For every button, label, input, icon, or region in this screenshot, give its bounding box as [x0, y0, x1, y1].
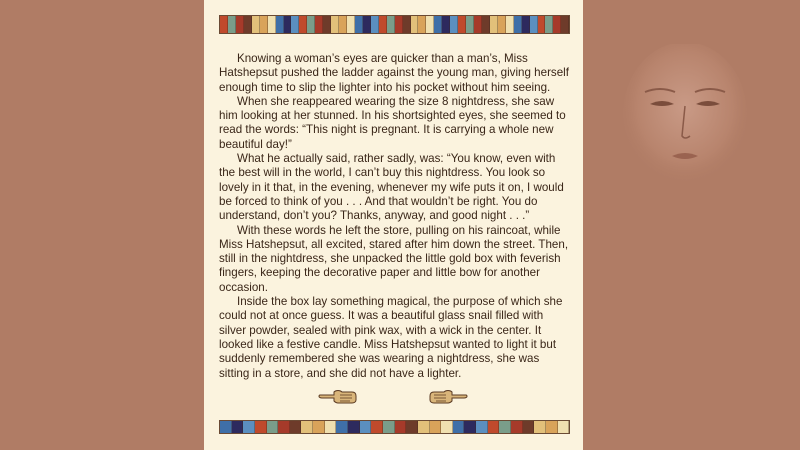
border-segment — [558, 421, 570, 433]
border-segment — [458, 16, 466, 33]
border-segment — [276, 16, 284, 33]
border-segment — [232, 421, 244, 433]
border-segment — [220, 421, 232, 433]
border-segment — [534, 421, 546, 433]
border-segment — [331, 16, 339, 33]
border-segment — [243, 421, 255, 433]
border-segment — [418, 421, 430, 433]
border-segment — [523, 421, 535, 433]
border-segment — [255, 421, 267, 433]
border-segment — [403, 16, 411, 33]
border-segment — [307, 16, 315, 33]
border-segment — [267, 421, 279, 433]
border-segment — [347, 16, 355, 33]
border-segment — [371, 421, 383, 433]
border-segment — [268, 16, 276, 33]
border-segment — [301, 421, 313, 433]
border-segment — [545, 16, 553, 33]
border-segment — [315, 16, 323, 33]
border-segment — [379, 16, 387, 33]
border-segment — [406, 421, 418, 433]
border-segment — [387, 16, 395, 33]
border-segment — [395, 421, 407, 433]
border-segment — [260, 16, 268, 33]
border-segment — [284, 16, 292, 33]
border-segment — [252, 16, 260, 33]
border-segment — [426, 16, 434, 33]
border-segment — [220, 16, 228, 33]
border-segment — [339, 16, 347, 33]
border-segment — [278, 421, 290, 433]
border-segment — [313, 421, 325, 433]
border-segment — [363, 16, 371, 33]
paragraph: Inside the box lay something magical, the purpose of which she could not at once guess. It was a beautiful glass snail filled with silver powder, sealed with pink wax, with a wick in the center. It looked like a festive candle. Miss Hatshepsut wanted to light it but suddenly remembered she was wearing a nightdress, she was sitting in a store, and she did not have a lighter. — [219, 295, 563, 380]
border-segment — [325, 421, 337, 433]
pointing-hand-right-icon — [428, 386, 468, 406]
border-segment — [395, 16, 403, 33]
border-segment — [466, 16, 474, 33]
border-segment — [355, 16, 363, 33]
border-segment — [441, 421, 453, 433]
border-segment — [383, 421, 395, 433]
border-segment — [442, 16, 450, 33]
paragraph: What he actually said, rather sadly, was: “You know, even with the best will in the world, I can’t buy this nightdress. You look so lovely in it that, in the evening, whenever my wife puts it on, I would be forced to think of you . . . And that wouldn’t be right. You do understand, don’t you? Thanks, anyway, and good night . . .” — [219, 152, 564, 223]
border-segment — [482, 16, 490, 33]
border-segment — [411, 16, 419, 33]
paragraph: With these words he left the store, pulling on his raincoat, while Miss Hatshepsut, all excited, stared after him down the street. Then, still in the nightdress, she unpacked the little gold box with feverish fingers, keeping the decorative paper and little bow for another occasion. — [219, 223, 569, 294]
border-segment — [546, 421, 558, 433]
border-segment — [430, 421, 442, 433]
border-segment — [371, 16, 379, 33]
border-segment — [418, 16, 426, 33]
border-segment — [291, 16, 299, 33]
hatshepsut-face-icon — [610, 44, 760, 194]
border-segment — [323, 16, 331, 33]
egyptian-border-bottom — [219, 420, 570, 434]
border-segment — [453, 421, 465, 433]
border-segment — [360, 421, 372, 433]
paragraph: Knowing a woman’s eyes are quicker than a man’s, Miss Hatshepsut pushed the ladder against the young man, giving herself enough time to slip the lighter into his pocket without him seeing. — [219, 52, 569, 94]
border-segment — [244, 16, 252, 33]
border-segment — [464, 421, 476, 433]
border-segment — [530, 16, 538, 33]
book-page — [204, 0, 583, 450]
pointing-hand-left-icon — [318, 386, 358, 406]
border-segment — [450, 16, 458, 33]
border-segment — [474, 16, 482, 33]
border-segment — [506, 16, 514, 33]
border-segment — [488, 421, 500, 433]
border-segment — [299, 16, 307, 33]
border-segment — [434, 16, 442, 33]
border-segment — [553, 16, 561, 33]
story-text — [219, 52, 571, 381]
next-page-button[interactable] — [428, 386, 468, 406]
border-segment — [476, 421, 488, 433]
border-segment — [498, 16, 506, 33]
border-segment — [348, 421, 360, 433]
border-segment — [514, 16, 522, 33]
paragraph: When she reappeared wearing the size 8 nightdress, she saw him looking at her stunned. In his shortsighted eyes, she seemed to read the words: “This night is pregnant. It is carrying a whole new beautiful day!” — [219, 94, 566, 151]
border-segment — [522, 16, 530, 33]
border-segment — [538, 16, 546, 33]
border-segment — [336, 421, 348, 433]
border-segment — [236, 16, 244, 33]
border-segment — [511, 421, 523, 433]
border-segment — [490, 16, 498, 33]
border-segment — [290, 421, 302, 433]
previous-page-button[interactable] — [318, 386, 358, 406]
border-segment — [228, 16, 236, 33]
egyptian-border-top — [219, 15, 570, 34]
border-segment — [561, 16, 569, 33]
border-segment — [499, 421, 511, 433]
